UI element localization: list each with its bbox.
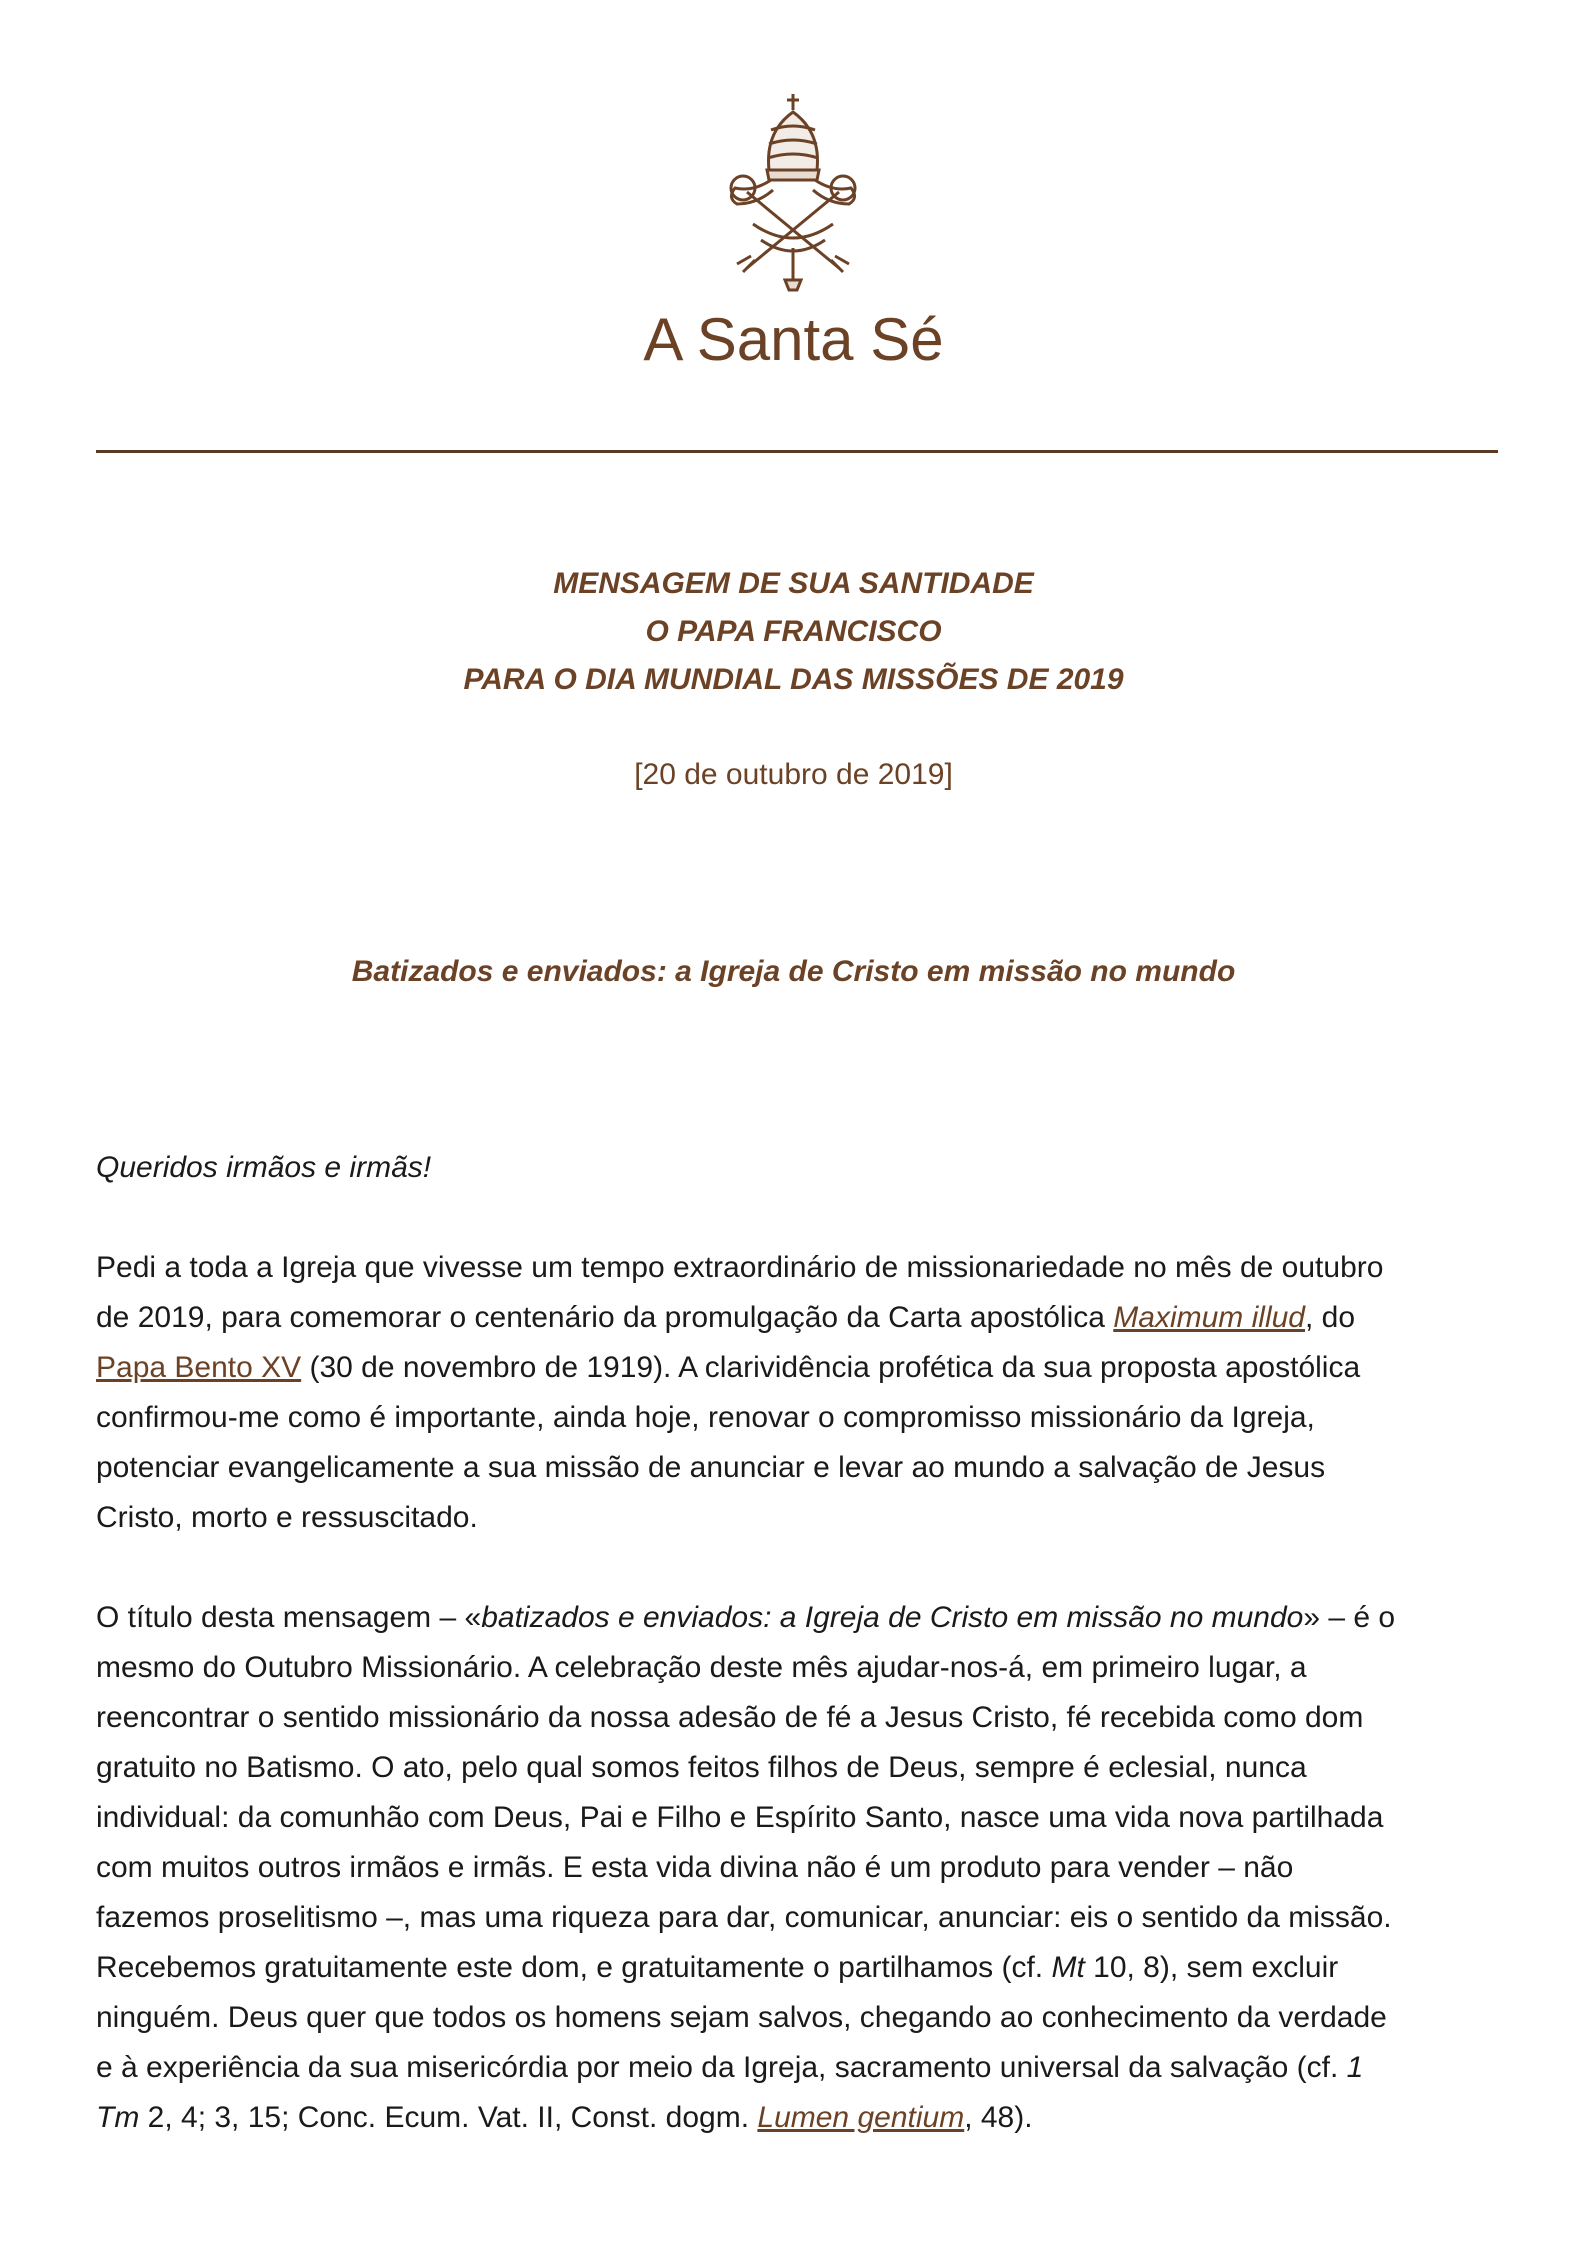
heading-line: PARA O DIA MUNDIAL DAS MISSÕES DE 2019: [463, 663, 1124, 696]
text-line: Tm 2, 4; 3, 15; Conc. Ecum. Vat. II, Const. dogm. Lumen gentium, 48).: [96, 2101, 1033, 2134]
text-line: confirmou-me como é importante, ainda hoje, renovar o compromisso missionário da Igreja,: [96, 1401, 1315, 1434]
text-line: e à experiência da sua misericórdia por meio da Igreja, sacramento universal da salvação (cf. 1: [96, 2051, 1364, 2084]
text-line: Cristo, morto e ressuscitado.: [96, 1501, 478, 1534]
papal-keys-emblem-icon: [713, 92, 873, 292]
text-line: gratuito no Batismo. O ato, pelo qual somos feitos filhos de Deus, sempre é eclesial, nunca: [96, 1751, 1307, 1784]
heading-line: O PAPA FRANCISCO: [645, 615, 942, 648]
papa-bento-xv-link[interactable]: Papa Bento XV: [96, 1351, 302, 1384]
text-line: Papa Bento XV (30 de novembro de 1919). A clarividência profética da sua proposta apostólica: [96, 1351, 1361, 1384]
maximum-illud-link[interactable]: Maximum illud: [1113, 1301, 1305, 1334]
text-line: individual: da comunhão com Deus, Pai e Filho e Espírito Santo, nasce uma vida nova partilhada: [96, 1801, 1384, 1834]
text-line: Pedi a toda a Igreja que vivesse um tempo extraordinário de missionariedade no mês de outubro: [96, 1251, 1384, 1284]
header-divider: [96, 450, 1498, 453]
greeting: Queridos irmãos e irmãs!: [96, 1151, 432, 1184]
text-line: ninguém. Deus quer que todos os homens sejam salvos, chegando ao conhecimento da verdade: [96, 2001, 1387, 2034]
text-line: reencontrar o sentido missionário da nossa adesão de fé a Jesus Cristo, fé recebida como dom: [96, 1701, 1364, 1734]
paragraph-2: [96, 1593, 1496, 2143]
heading-line: MENSAGEM DE SUA SANTIDADE: [553, 567, 1034, 600]
text-line: fazemos proselitismo –, mas uma riqueza para dar, comunicar, anunciar: eis o sentido da missão.: [96, 1901, 1392, 1934]
text-line: potenciar evangelicamente a sua missão de anunciar e levar ao mundo a salvação de Jesus: [96, 1451, 1326, 1484]
lumen-gentium-link[interactable]: Lumen gentium: [757, 2101, 965, 2134]
text-line: com muitos outros irmãos e irmãs. E esta vida divina não é um produto para vender – não: [96, 1851, 1294, 1884]
text-line: Recebemos gratuitamente este dom, e gratuitamente o partilhamos (cf. Mt 10, 8), sem excluir: [96, 1951, 1339, 1984]
document-date: [20 de outubro de 2019]: [634, 758, 953, 791]
text-line: de 2019, para comemorar o centenário da promulgação da Carta apostólica Maximum illud, do: [96, 1301, 1356, 1334]
text-line: mesmo do Outubro Missionário. A celebração deste mês ajudar-nos-á, em primeiro lugar, a: [96, 1651, 1307, 1684]
paragraph-1: [96, 1243, 1496, 1543]
document-subtitle: Batizados e enviados: a Igreja de Cristo em missão no mundo: [351, 955, 1236, 988]
text-line: O título desta mensagem – «batizados e enviados: a Igreja de Cristo em missão no mundo» – é o: [96, 1601, 1396, 1634]
site-title: A Santa Sé: [643, 306, 944, 373]
document-heading: [0, 560, 1587, 704]
